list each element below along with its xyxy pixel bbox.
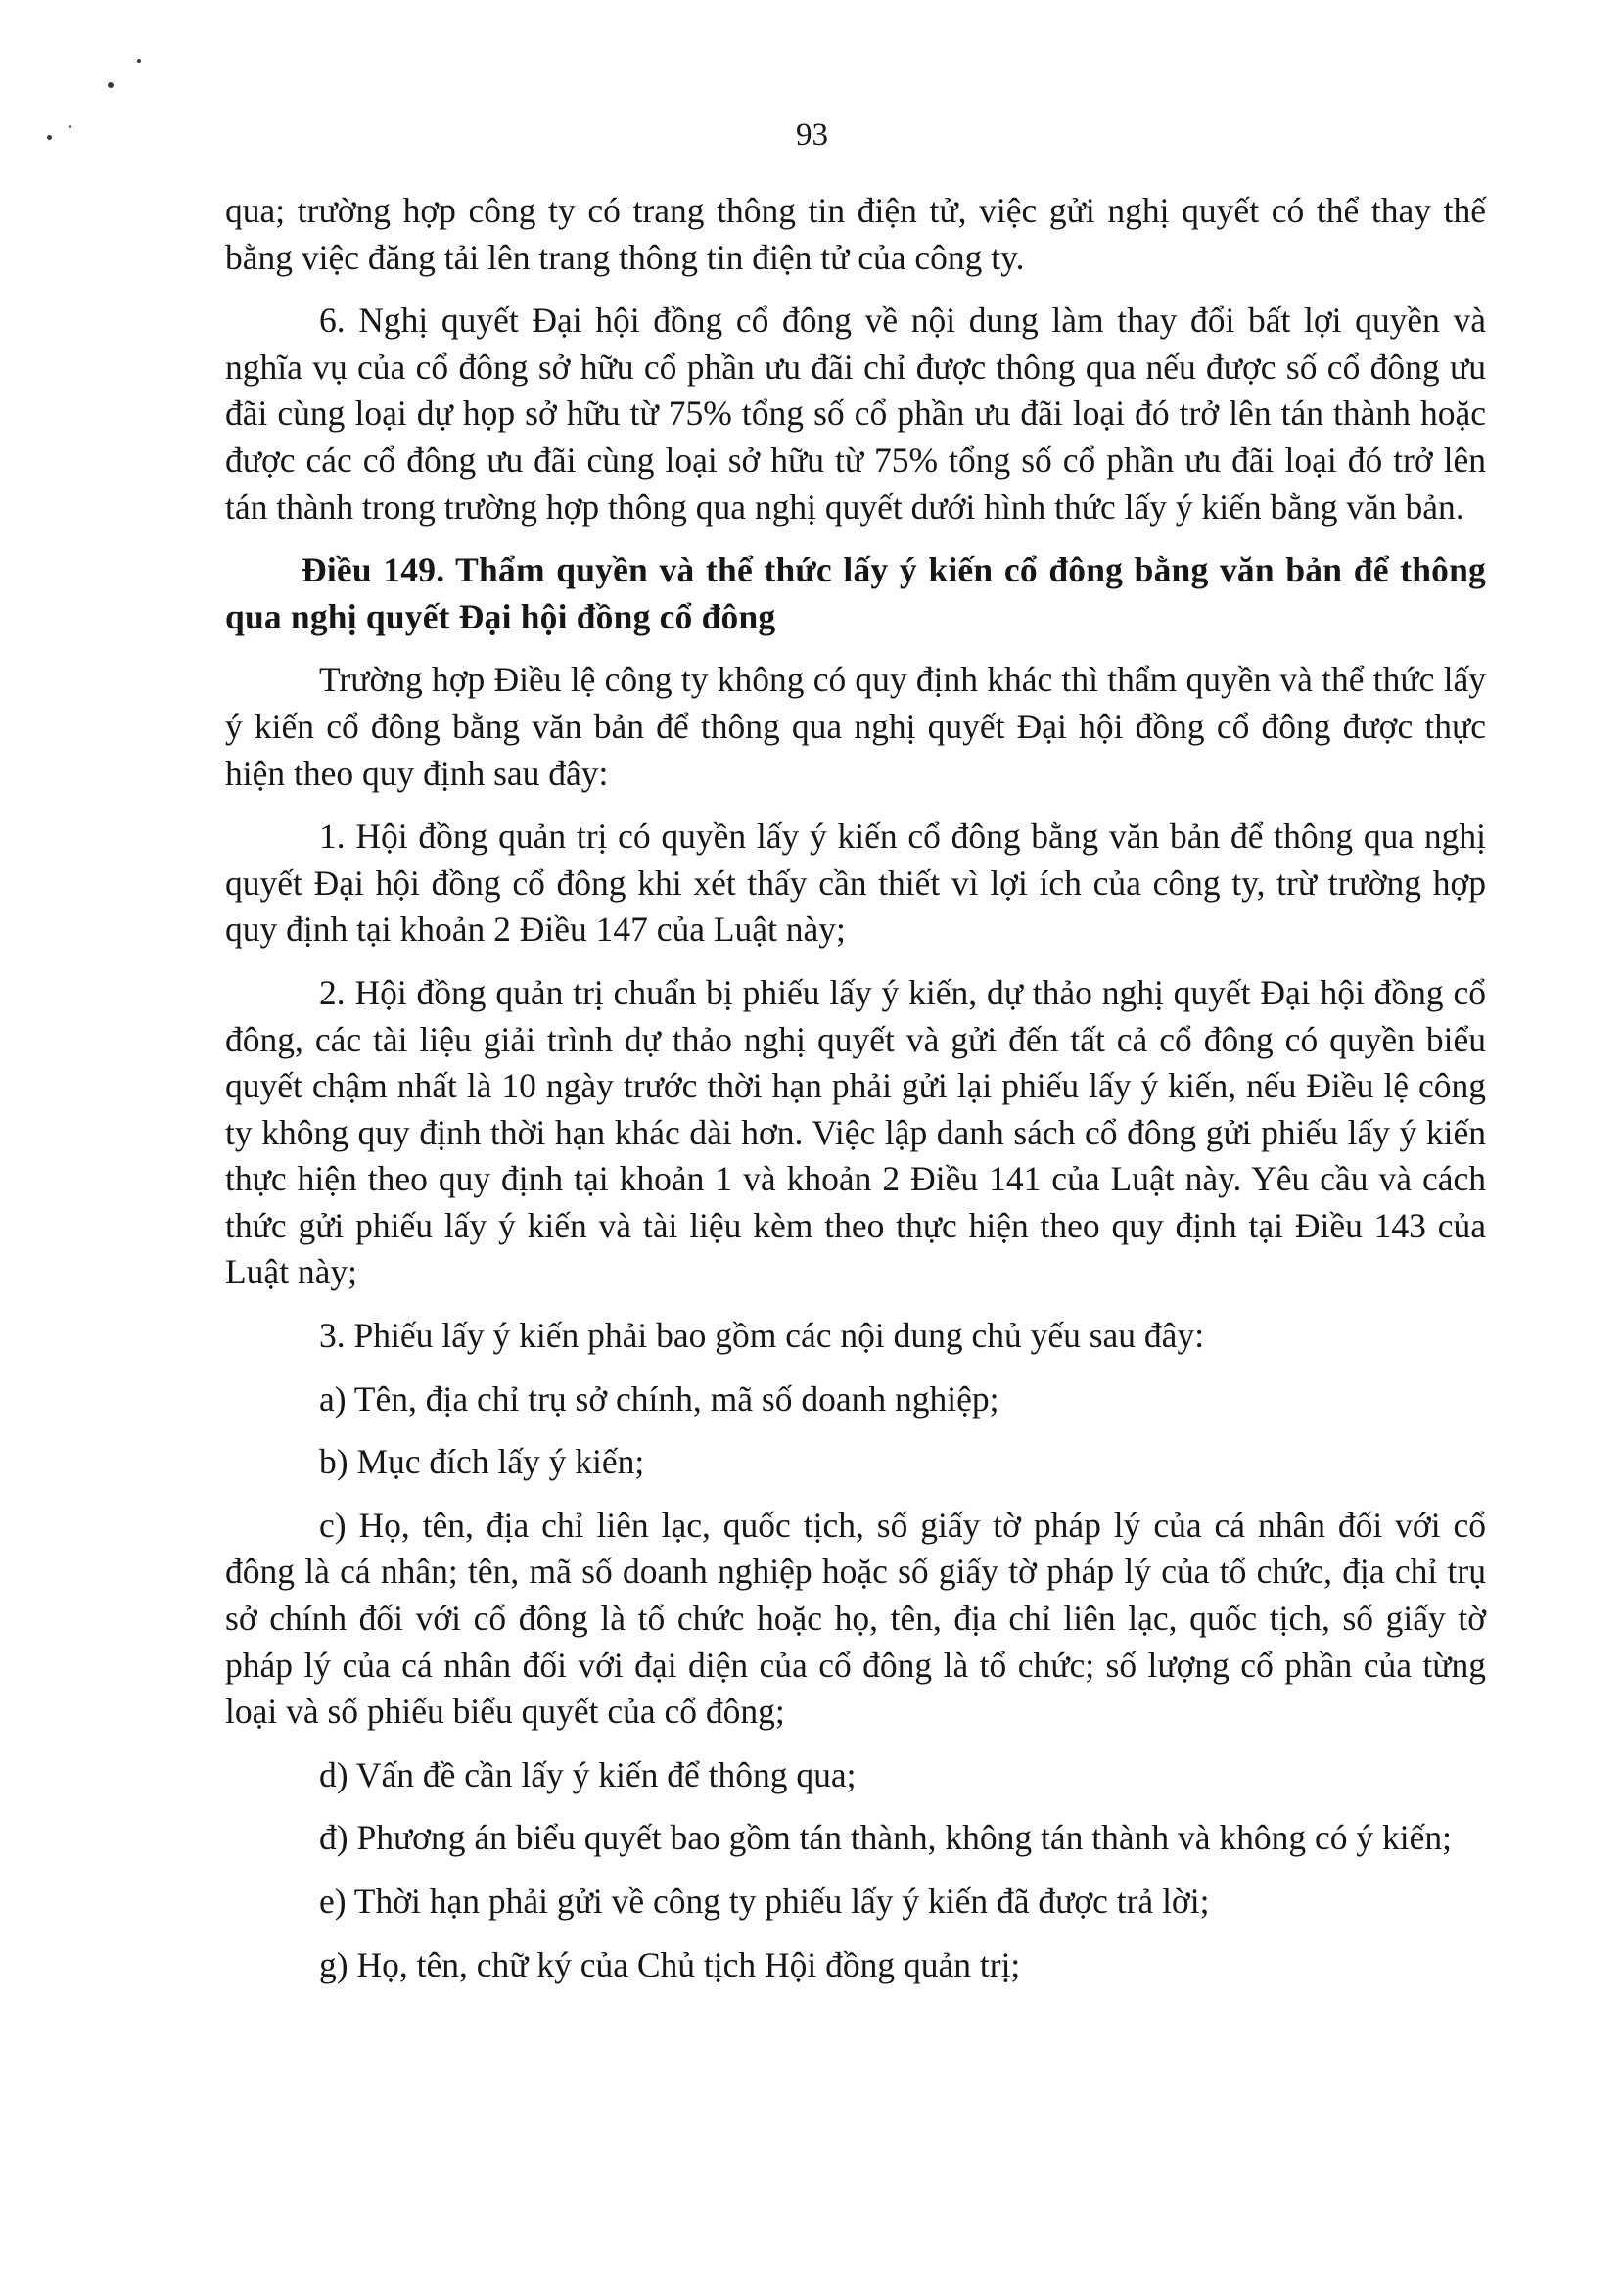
page-number: 93 xyxy=(796,117,828,153)
paragraph-clause-1: 1. Hội đồng quản trị có quyền lấy ý kiến cổ đông bằng văn bản để thông qua nghị quyết Đại hội đồng cổ đông khi xét thấy cần thiết vì lợi ích của công ty, trừ trường hợp quy định tại khoản 2 Điều 147 của Luật này; xyxy=(225,816,1486,950)
paragraph-item-dd: đ) Phương án biểu quyết bao gồm tán thành, không tán thành và không có ý kiến; xyxy=(319,1818,1453,1858)
paragraph-item-d: d) Vấn đề cần lấy ý kiến để thông qua; xyxy=(319,1754,857,1794)
paragraph-clause-3: 3. Phiếu lấy ý kiến phải bao gồm các nội dung chủ yếu sau đây: xyxy=(319,1316,1205,1356)
paragraph-item-g: g) Họ, tên, chữ ký của Chủ tịch Hội đồng quản trị; xyxy=(319,1944,1021,1984)
paragraph-clause-2: 2. Hội đồng quản trị chuẩn bị phiếu lấy ý kiến, dự thảo nghị quyết Đại hội đồng cổ đông, các tài liệu giải trình dự thảo nghị quyết và gửi đến tất cả cổ đông có quyền biểu quyết chậm nhất là 10 ngày trước thời hạn phải gửi lại phiếu lấy ý kiến, nếu Điều lệ công ty không quy định thời hạn khác dài hơn. Việc lập danh sách cổ đông gửi phiếu lấy ý kiến thực hiện theo quy định tại khoản 1 và khoản 2 Điều 141 của Luật này. Yêu cầu và cách thức gửi phiếu lấy ý kiến và tài liệu kèm theo thực hiện theo quy định tại Điều 143 của Luật này; xyxy=(225,972,1486,1292)
paragraph-intro: Trường hợp Điều lệ công ty không có quy định khác thì thẩm quyền và thể thức lấy ý kiến cổ đông bằng văn bản để thông qua nghị quyết Đại hội đồng cổ đông được thực hiện theo quy định sau đây: xyxy=(225,660,1486,793)
scan-speck xyxy=(137,59,141,63)
paragraph-item-a: a) Tên, địa chỉ trụ sở chính, mã số doanh nghiệp; xyxy=(319,1378,999,1419)
paragraph-item-b: b) Mục đích lấy ý kiến; xyxy=(319,1442,645,1482)
paragraph-item-e: e) Thời hạn phải gửi về công ty phiếu lấy ý kiến đã được trả lời; xyxy=(319,1882,1210,1921)
paragraph-clause-6: 6. Nghị quyết Đại hội đồng cổ đông về nội dung làm thay đổi bất lợi quyền và nghĩa vụ của cổ đông sở hữu cổ phần ưu đãi chỉ được thông qua nếu được số cổ đông ưu đãi cùng loại dự họp sở hữu từ 75% tổng số cổ phần ưu đãi loại đó trở lên tán thành hoặc được các cổ đông ưu đãi cùng loại sở hữu từ 75% tổng số cổ phần ưu đãi loại đó trở lên tán thành trong trường hợp thông qua nghị quyết dưới hình thức lấy ý kiến bằng văn bản. xyxy=(225,301,1486,527)
paragraph-item-c: c) Họ, tên, địa chỉ liên lạc, quốc tịch, số giấy tờ pháp lý của cá nhân đối với cổ đông là cá nhân; tên, mã số doanh nghiệp hoặc số giấy tờ pháp lý của tổ chức, địa chỉ trụ sở chính đối với cổ đông là tổ chức hoặc họ, tên, địa chỉ liên lạc, quốc tịch, số giấy tờ pháp lý của cá nhân đối với đại diện của cổ đông là tổ chức; số lượng cổ phần của từng loại và số phiếu biểu quyết của cổ đông; xyxy=(225,1505,1486,1732)
article-heading: Điều 149. Thẩm quyền và thể thức lấy ý kiến cổ đông bằng văn bản để thông qua nghị quyết Đại hội đồng cổ đông xyxy=(225,550,1486,636)
scan-speck xyxy=(108,82,114,88)
document-body xyxy=(225,188,1486,2005)
paragraph-continuation: qua; trường hợp công ty có trang thông tin điện tử, việc gửi nghị quyết có thể thay thế bằng việc đăng tải lên trang thông tin điện tử của công ty. xyxy=(225,191,1486,277)
